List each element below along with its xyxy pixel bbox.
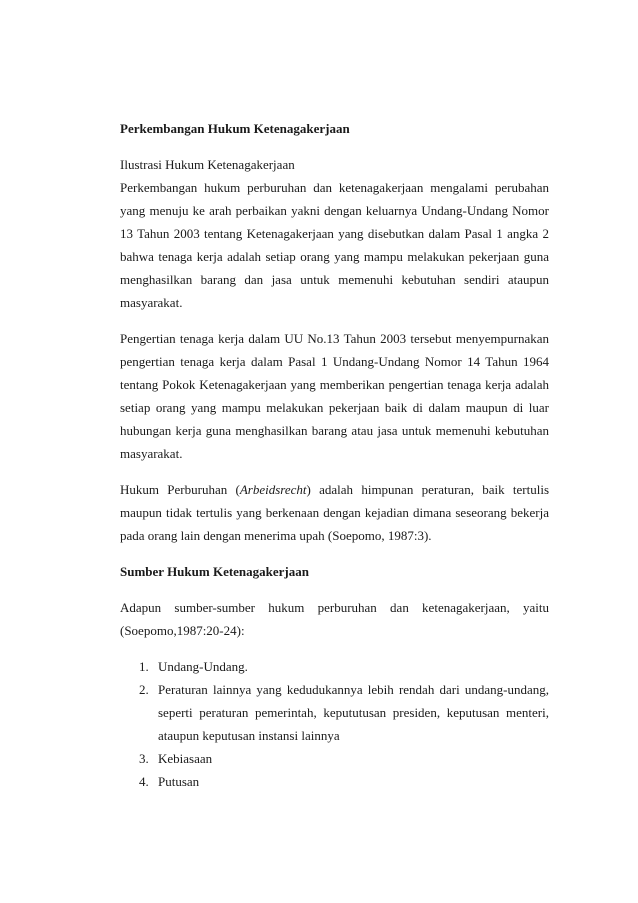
list-item-text: Peraturan lainnya yang kedudukannya lebih rendah dari undang-undang, seperti peraturan pemerintah, kepututusan presiden, keputusan menteri, ataupun keputusan instansi lainnya [158,682,549,743]
list-item-text: Undang-Undang. [158,659,248,674]
document-page [120,117,549,793]
list-item [120,678,549,747]
sumber-list [120,655,549,793]
para3-post: ) adalah himpunan peraturan, baik tertulis maupun tidak tertulis yang berkenaan dengan kejadian dimana seseorang bekerja pada orang lain dengan menerima upah (Soepomo, 1987:3). [120,482,550,543]
paragraph-hukum-perburuhan-block [120,478,549,547]
paragraph-intro [120,153,549,314]
arbeidsrecht-term: Arbeidsrecht [239,482,307,497]
para3-pre: Hukum Perburuhan ( [120,482,240,497]
list-item-text: Kebiasaan [158,751,213,766]
list-item [120,747,549,770]
list-item [120,770,549,793]
subtitle-ilustrasi: Ilustrasi Hukum Ketenagakerjaan [120,157,295,172]
list-number: 3. [139,751,149,766]
paragraph-sumber-intro: Adapun sumber-sumber hukum perburuhan dan ketenagakerjaan, yaitu (Soepomo,1987:20-24): [120,600,549,638]
list-item [120,655,549,678]
section-title-perkembangan: Perkembangan Hukum Ketenagakerjaan [120,121,350,136]
paragraph-hukum-perburuhan [120,478,549,547]
list-item-text: Putusan [158,774,200,789]
section-title-sumber: Sumber Hukum Ketenagakerjaan [120,564,309,579]
list-number: 2. [139,682,149,697]
paragraph-pengertian-block [120,327,549,465]
list-number: 1. [139,659,149,674]
paragraph-perkembangan: Perkembangan hukum perburuhan dan ketenagakerjaan mengalami perubahan yang menuju ke arah perbaikan yakni dengan keluarnya Undang-Undang Nomor 13 Tahun 2003 tentang Ketenagakerjaan yang disebutkan dalam Pasal 1 angka 2 bahwa tenaga kerja adalah setiap orang yang mampu melakukan pekerjaan guna menghasilkan barang dan jasa untuk memenuhi kebutuhan sendiri ataupun masyarakat. [120,180,549,310]
paragraph-pengertian: Pengertian tenaga kerja dalam UU No.13 Tahun 2003 tersebut menyempurnakan pengertian tenaga kerja dalam Pasal 1 Undang-Undang Nomor 14 Tahun 1964 tentang Pokok Ketenagakerjaan yang memberikan pengertian tenaga kerja adalah setiap orang yang mampu melakukan pekerjaan baik di dalam maupun di luar hubungan kerja guna menghasilkan barang atau jasa untuk memenuhi kebutuhan masyarakat. [120,331,549,461]
list-number: 4. [139,774,149,789]
